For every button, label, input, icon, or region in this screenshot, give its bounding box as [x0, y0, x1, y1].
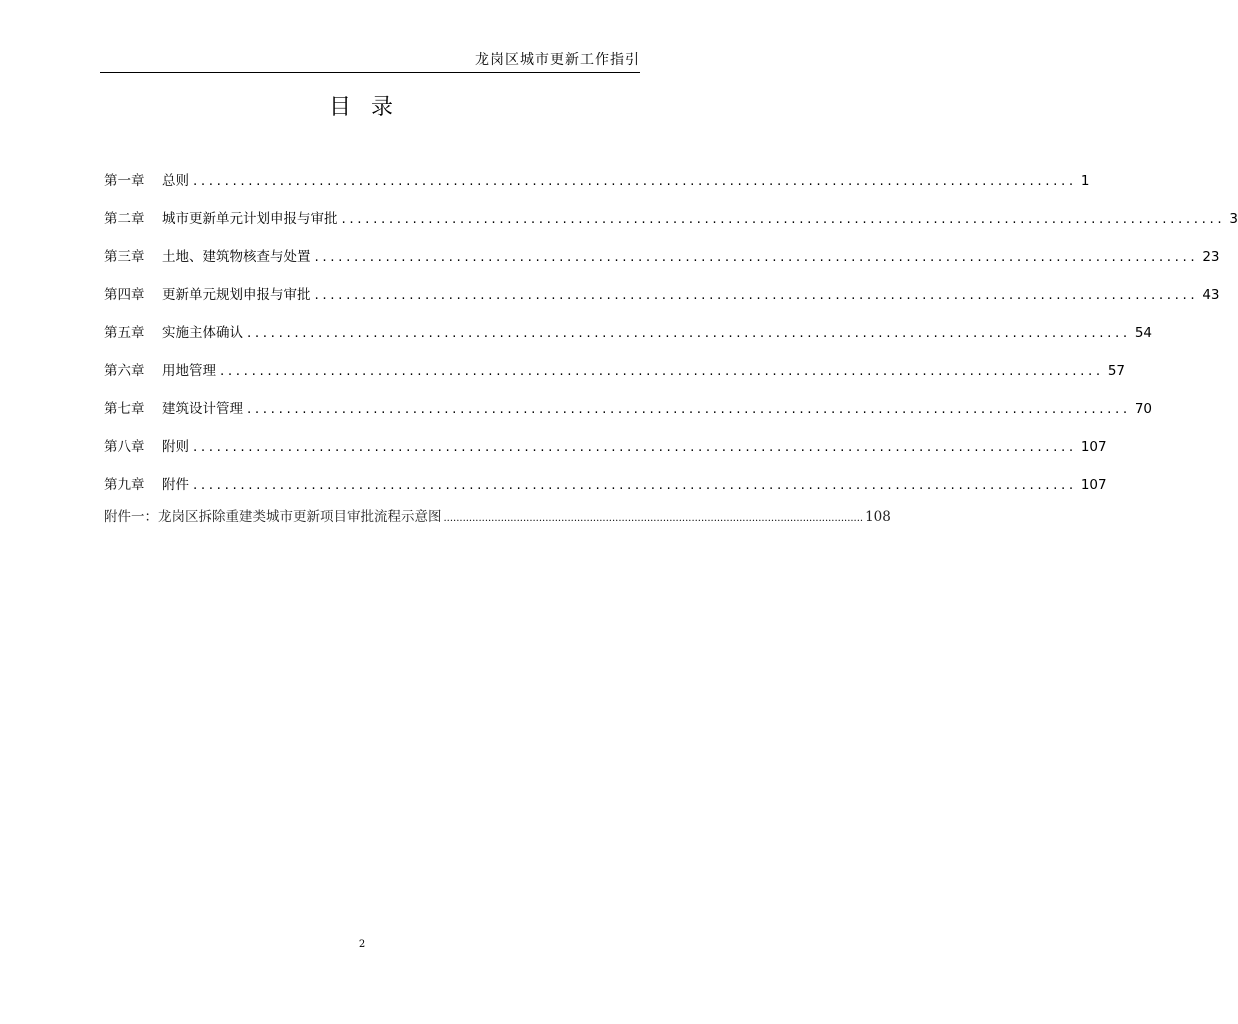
dot-leader: ................................................................................................................ [247, 325, 1131, 341]
toc-chapter-title: 总则 [162, 173, 189, 189]
toc-chapter-title: 土地、建筑物核查与处置 [162, 249, 311, 265]
toc-page-number: 108 [865, 509, 891, 525]
dot-leader: ................................................................................................................ [220, 363, 1104, 379]
toc-chapter-number: 第七章 [104, 401, 145, 417]
toc-page-number: 1 [1080, 173, 1090, 189]
toc-chapter-number: 第一章 [104, 173, 145, 189]
toc-page-number: 3 [1229, 211, 1238, 227]
toc-appendix-label: 附件一： [104, 509, 158, 525]
toc-chapter-number: 第九章 [104, 477, 145, 493]
toc-list [104, 171, 1238, 531]
toc-page-number: 57 [1107, 363, 1126, 379]
toc-chapter-title: 更新单元规划申报与审批 [162, 287, 311, 303]
dot-leader: ................................................................................................................ [314, 287, 1199, 303]
toc-entry[interactable] [104, 361, 1126, 399]
dot-leader: ................................................................................................................ [193, 439, 1077, 455]
toc-chapter-number: 第四章 [104, 287, 145, 303]
toc-chapter-title: 用地管理 [162, 363, 216, 379]
toc-chapter-title: 附件 [162, 477, 189, 493]
dot-leader: ................................................................................................................ [193, 173, 1077, 189]
toc-page-number: 107 [1080, 477, 1107, 493]
toc-chapter-number: 第二章 [104, 211, 145, 227]
toc-chapter-title: 城市更新单元计划申报与审批 [162, 211, 338, 227]
toc-entry[interactable] [104, 247, 1220, 285]
toc-page-number: 43 [1202, 287, 1220, 303]
toc-entry[interactable] [104, 437, 1107, 475]
dot-leader: ................................................................................................................ [247, 401, 1131, 417]
toc-entry[interactable] [104, 399, 1153, 437]
toc-chapter-title: 实施主体确认 [162, 325, 243, 341]
toc-chapter-title: 建筑设计管理 [162, 401, 243, 417]
dot-leader: ................................................................................................................ [193, 477, 1077, 493]
running-header: 龙岗区城市更新工作指引 [475, 52, 640, 68]
dot-leader: .................................................................................................................................... [443, 513, 864, 524]
toc-chapter-number: 第六章 [104, 363, 145, 379]
toc-page-number: 70 [1134, 401, 1153, 417]
toc-entry[interactable] [104, 209, 1238, 247]
toc-appendix-title: 龙岗区拆除重建类城市更新项目审批流程示意图 [158, 509, 442, 525]
toc-page-number: 107 [1080, 439, 1107, 455]
toc-chapter-number: 第三章 [104, 249, 145, 265]
toc-page-number: 54 [1134, 325, 1153, 341]
toc-chapter-number: 第五章 [104, 325, 145, 341]
toc-entry[interactable] [104, 171, 1090, 209]
toc-chapter-title: 附则 [162, 439, 189, 455]
toc-title: 目 录 [329, 95, 395, 120]
toc-page-number: 23 [1202, 249, 1220, 265]
dot-leader: ................................................................................................................ [341, 211, 1226, 227]
dot-leader: ................................................................................................................ [314, 249, 1199, 265]
header-rule [100, 72, 640, 73]
toc-entry[interactable] [104, 285, 1220, 323]
page-number: 2 [358, 939, 366, 950]
toc-appendix-entry[interactable] [104, 507, 891, 531]
toc-entry[interactable] [104, 323, 1153, 361]
toc-chapter-number: 第八章 [104, 439, 145, 455]
